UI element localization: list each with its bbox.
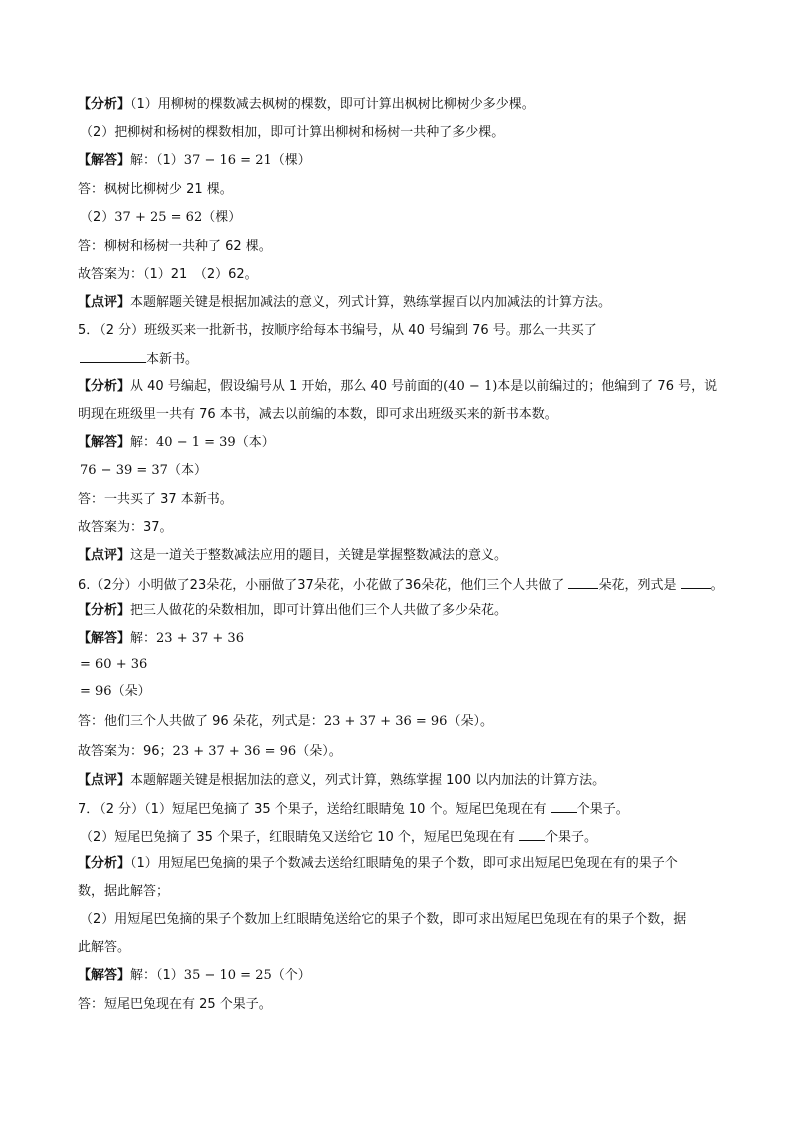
q7-stem-line-1 bbox=[78, 799, 629, 817]
q5-solution-line-1 bbox=[78, 434, 275, 452]
q4-answer-2 bbox=[78, 238, 272, 256]
q6-stem bbox=[78, 575, 724, 593]
q4-solution-prefix-2: （2） bbox=[80, 210, 115, 225]
q5-solution-line-2 bbox=[80, 462, 207, 480]
q5-analysis-text-1b: 本是以前编过的；他编到了 76 号，说 bbox=[497, 379, 718, 394]
q4-answer-text-1: 答：枫树比柳树少 21 棵。 bbox=[78, 182, 233, 197]
q7-analysis-text-2: 数，据此解答； bbox=[78, 884, 170, 899]
q6-solution-prefix: 解： bbox=[130, 631, 157, 646]
q5-analysis-expr: (40 − 1) bbox=[443, 379, 498, 394]
q6-solution-line-1 bbox=[78, 630, 244, 648]
q6-answer-prefix: 答：他们三个人共做了 96 朵花，列式是： bbox=[78, 714, 324, 729]
q4-solution-line-1 bbox=[78, 152, 311, 170]
q6-final-unit: （朵）。 bbox=[296, 744, 342, 759]
q4-analysis-text-2: （2）把柳树和杨树的棵数相加，即可计算出柳树和杨树一共种了多少棵。 bbox=[80, 125, 505, 140]
q6-analysis bbox=[78, 602, 507, 620]
q7-analysis-line-2 bbox=[78, 883, 169, 901]
q7-analysis-text-1: （1）用短尾巴兔摘的果子个数减去送给红眼睛兔的果子个数，即可求出短尾巴兔现在有的果子个 bbox=[130, 856, 678, 871]
q5-answer-blank[interactable] bbox=[80, 349, 146, 363]
q7-stem-text-1b: 个果子。 bbox=[576, 802, 629, 817]
analysis-label: 【分析】 bbox=[78, 603, 131, 618]
comment-label: 【点评】 bbox=[78, 773, 131, 788]
q5-solution-prefix: 解： bbox=[130, 435, 157, 450]
q6-stem-text-c: 。 bbox=[710, 578, 724, 593]
q6-answer bbox=[78, 713, 493, 731]
q5-analysis-line-2 bbox=[78, 406, 558, 424]
q6-answer-expr: 23 + 37 + 36 = 96 bbox=[323, 714, 448, 729]
q5-answer bbox=[78, 491, 233, 509]
q6-expression-blank[interactable] bbox=[681, 575, 711, 589]
q5-stem-text-1: 5．（2 分）班级买来一批新书，按顺序给每本书编号，从 40 号编到 76 号。那么一共买了 bbox=[78, 323, 597, 338]
q7-analysis-line-1 bbox=[78, 855, 678, 873]
q5-analysis-text-2: 明现在班级里一共有 76 本书，减去以前编的本数，即可求出班级买来的新书本数。 bbox=[78, 407, 558, 422]
q4-solution-expr-1: 37 − 16 = 21 bbox=[183, 153, 272, 168]
q6-solution-line-2 bbox=[80, 656, 147, 674]
comment-label: 【点评】 bbox=[78, 548, 131, 563]
q6-count-blank[interactable] bbox=[568, 575, 598, 589]
q5-stem-line-1 bbox=[78, 322, 597, 340]
q4-solution-line-2 bbox=[80, 209, 241, 227]
q4-comment-text: 本题解题关键是根据加减法的意义，列式计算，熟练掌握百以内加减法的计算方法。 bbox=[130, 295, 612, 310]
q4-answer-1 bbox=[78, 181, 233, 199]
q5-solution-expr-2: 76 − 39 = 37 bbox=[80, 463, 168, 478]
solution-label: 【解答】 bbox=[78, 435, 131, 450]
q6-solution-line-3 bbox=[80, 683, 151, 701]
q6-comment bbox=[78, 772, 605, 790]
q7-solution-prefix: 解：（1） bbox=[130, 968, 184, 983]
analysis-label: 【分析】 bbox=[78, 379, 131, 394]
q6-final-answer bbox=[78, 743, 342, 761]
q4-answer-text-2: 答：柳树和杨树一共种了 62 棵。 bbox=[78, 239, 272, 254]
q5-analysis-line-1 bbox=[78, 378, 717, 396]
solution-label: 【解答】 bbox=[78, 153, 131, 168]
q5-solution-unit-2: （本） bbox=[167, 463, 207, 478]
q6-solution-unit-3: （朵） bbox=[111, 684, 151, 699]
q4-solution-expr-2: 37 + 25 = 62 bbox=[114, 210, 203, 225]
q6-solution-expr-1: 23 + 37 + 36 bbox=[156, 631, 244, 646]
q6-analysis-text: 把三人做花的朵数相加，即可计算出他们三个人共做了多少朵花。 bbox=[130, 603, 508, 618]
q7-answer-text-1: 答：短尾巴兔现在有 25 个果子。 bbox=[78, 997, 272, 1012]
q5-comment-text: 这是一道关于整数减法应用的题目，关键是掌握整数减法的意义。 bbox=[130, 548, 508, 563]
q7-stem-text-1a: 7．（2 分）（1）短尾巴兔摘了 35 个果子，送给红眼睛兔 10 个。短尾巴兔现在有 bbox=[78, 802, 547, 817]
q5-answer-text: 答：一共买了 37 本新书。 bbox=[78, 492, 233, 507]
q7-solution-line-1 bbox=[78, 967, 311, 985]
q5-stem-suffix: 本新书。 bbox=[146, 352, 199, 367]
q4-solution-unit-2: （棵） bbox=[202, 210, 242, 225]
q4-analysis-line-2 bbox=[80, 124, 504, 142]
comment-label: 【点评】 bbox=[78, 295, 131, 310]
q5-final-answer bbox=[78, 519, 173, 537]
q6-final-prefix: 故答案为：96； bbox=[78, 744, 173, 759]
q7-solution-expr-1: 35 − 10 = 25 bbox=[183, 968, 272, 983]
q4-solution-unit-1: （棵） bbox=[271, 153, 311, 168]
solution-label: 【解答】 bbox=[78, 968, 131, 983]
q6-final-expr: 23 + 37 + 36 = 96 bbox=[172, 744, 297, 759]
analysis-label: 【分析】 bbox=[78, 856, 131, 871]
q5-stem-line-2 bbox=[80, 349, 198, 367]
q6-comment-text: 本题解题关键是根据加法的意义，列式计算，熟练掌握 100 以内加法的计算方法。 bbox=[130, 773, 606, 788]
q7-answer-blank-2[interactable] bbox=[519, 827, 545, 841]
q7-answer-blank-1[interactable] bbox=[551, 799, 577, 813]
q6-stem-text-b: 朵花，列式是 bbox=[598, 578, 677, 593]
q5-comment bbox=[78, 547, 507, 565]
q7-analysis-text-3: （2）用短尾巴兔摘的果子个数加上红眼睛兔送给它的果子个数，即可求出短尾巴兔现在有的果子个数，据 bbox=[80, 912, 687, 927]
q5-solution-expr-1: 40 − 1 = 39 bbox=[156, 435, 236, 450]
q4-analysis-text-1: （1）用柳树的棵数减去枫树的棵数，即可计算出枫树比柳树少多少棵。 bbox=[130, 97, 535, 112]
solution-label: 【解答】 bbox=[78, 631, 131, 646]
q7-stem-text-2a: （2）短尾巴兔摘了 35 个果子，红眼睛兔又送给它 10 个，短尾巴兔现在有 bbox=[80, 830, 515, 845]
analysis-label: 【分析】 bbox=[78, 97, 131, 112]
q7-stem-line-2 bbox=[80, 827, 597, 845]
q6-answer-unit: （朵）。 bbox=[447, 714, 493, 729]
q4-analysis-line-1 bbox=[78, 96, 535, 114]
q4-final-text: 故答案为：（1）21 （2）62。 bbox=[78, 267, 258, 282]
q7-stem-text-2b: 个果子。 bbox=[545, 830, 598, 845]
q7-analysis-text-4: 此解答。 bbox=[78, 940, 131, 955]
q6-solution-expr-2: = 60 + 36 bbox=[80, 657, 148, 672]
q4-comment bbox=[78, 294, 611, 312]
q5-analysis-text-1a: 从 40 号编起，假设编号从 1 开始，那么 40 号前面的 bbox=[130, 379, 444, 394]
q6-solution-expr-3: = 96 bbox=[80, 684, 112, 699]
q7-answer-1 bbox=[78, 996, 272, 1014]
q5-final-text: 故答案为：37。 bbox=[78, 520, 173, 535]
q6-stem-text-a: 6.（2分）小明做了23朵花，小丽做了37朵花，小花做了36朵花，他们三个人共做了 bbox=[78, 578, 565, 593]
q5-solution-unit-1: （本） bbox=[235, 435, 275, 450]
q4-solution-prefix: 解：（1） bbox=[130, 153, 184, 168]
q7-solution-unit-1: （个） bbox=[271, 968, 311, 983]
q7-analysis-line-4 bbox=[78, 939, 130, 957]
q7-analysis-line-3 bbox=[80, 911, 686, 929]
q4-final-answer bbox=[78, 266, 258, 284]
